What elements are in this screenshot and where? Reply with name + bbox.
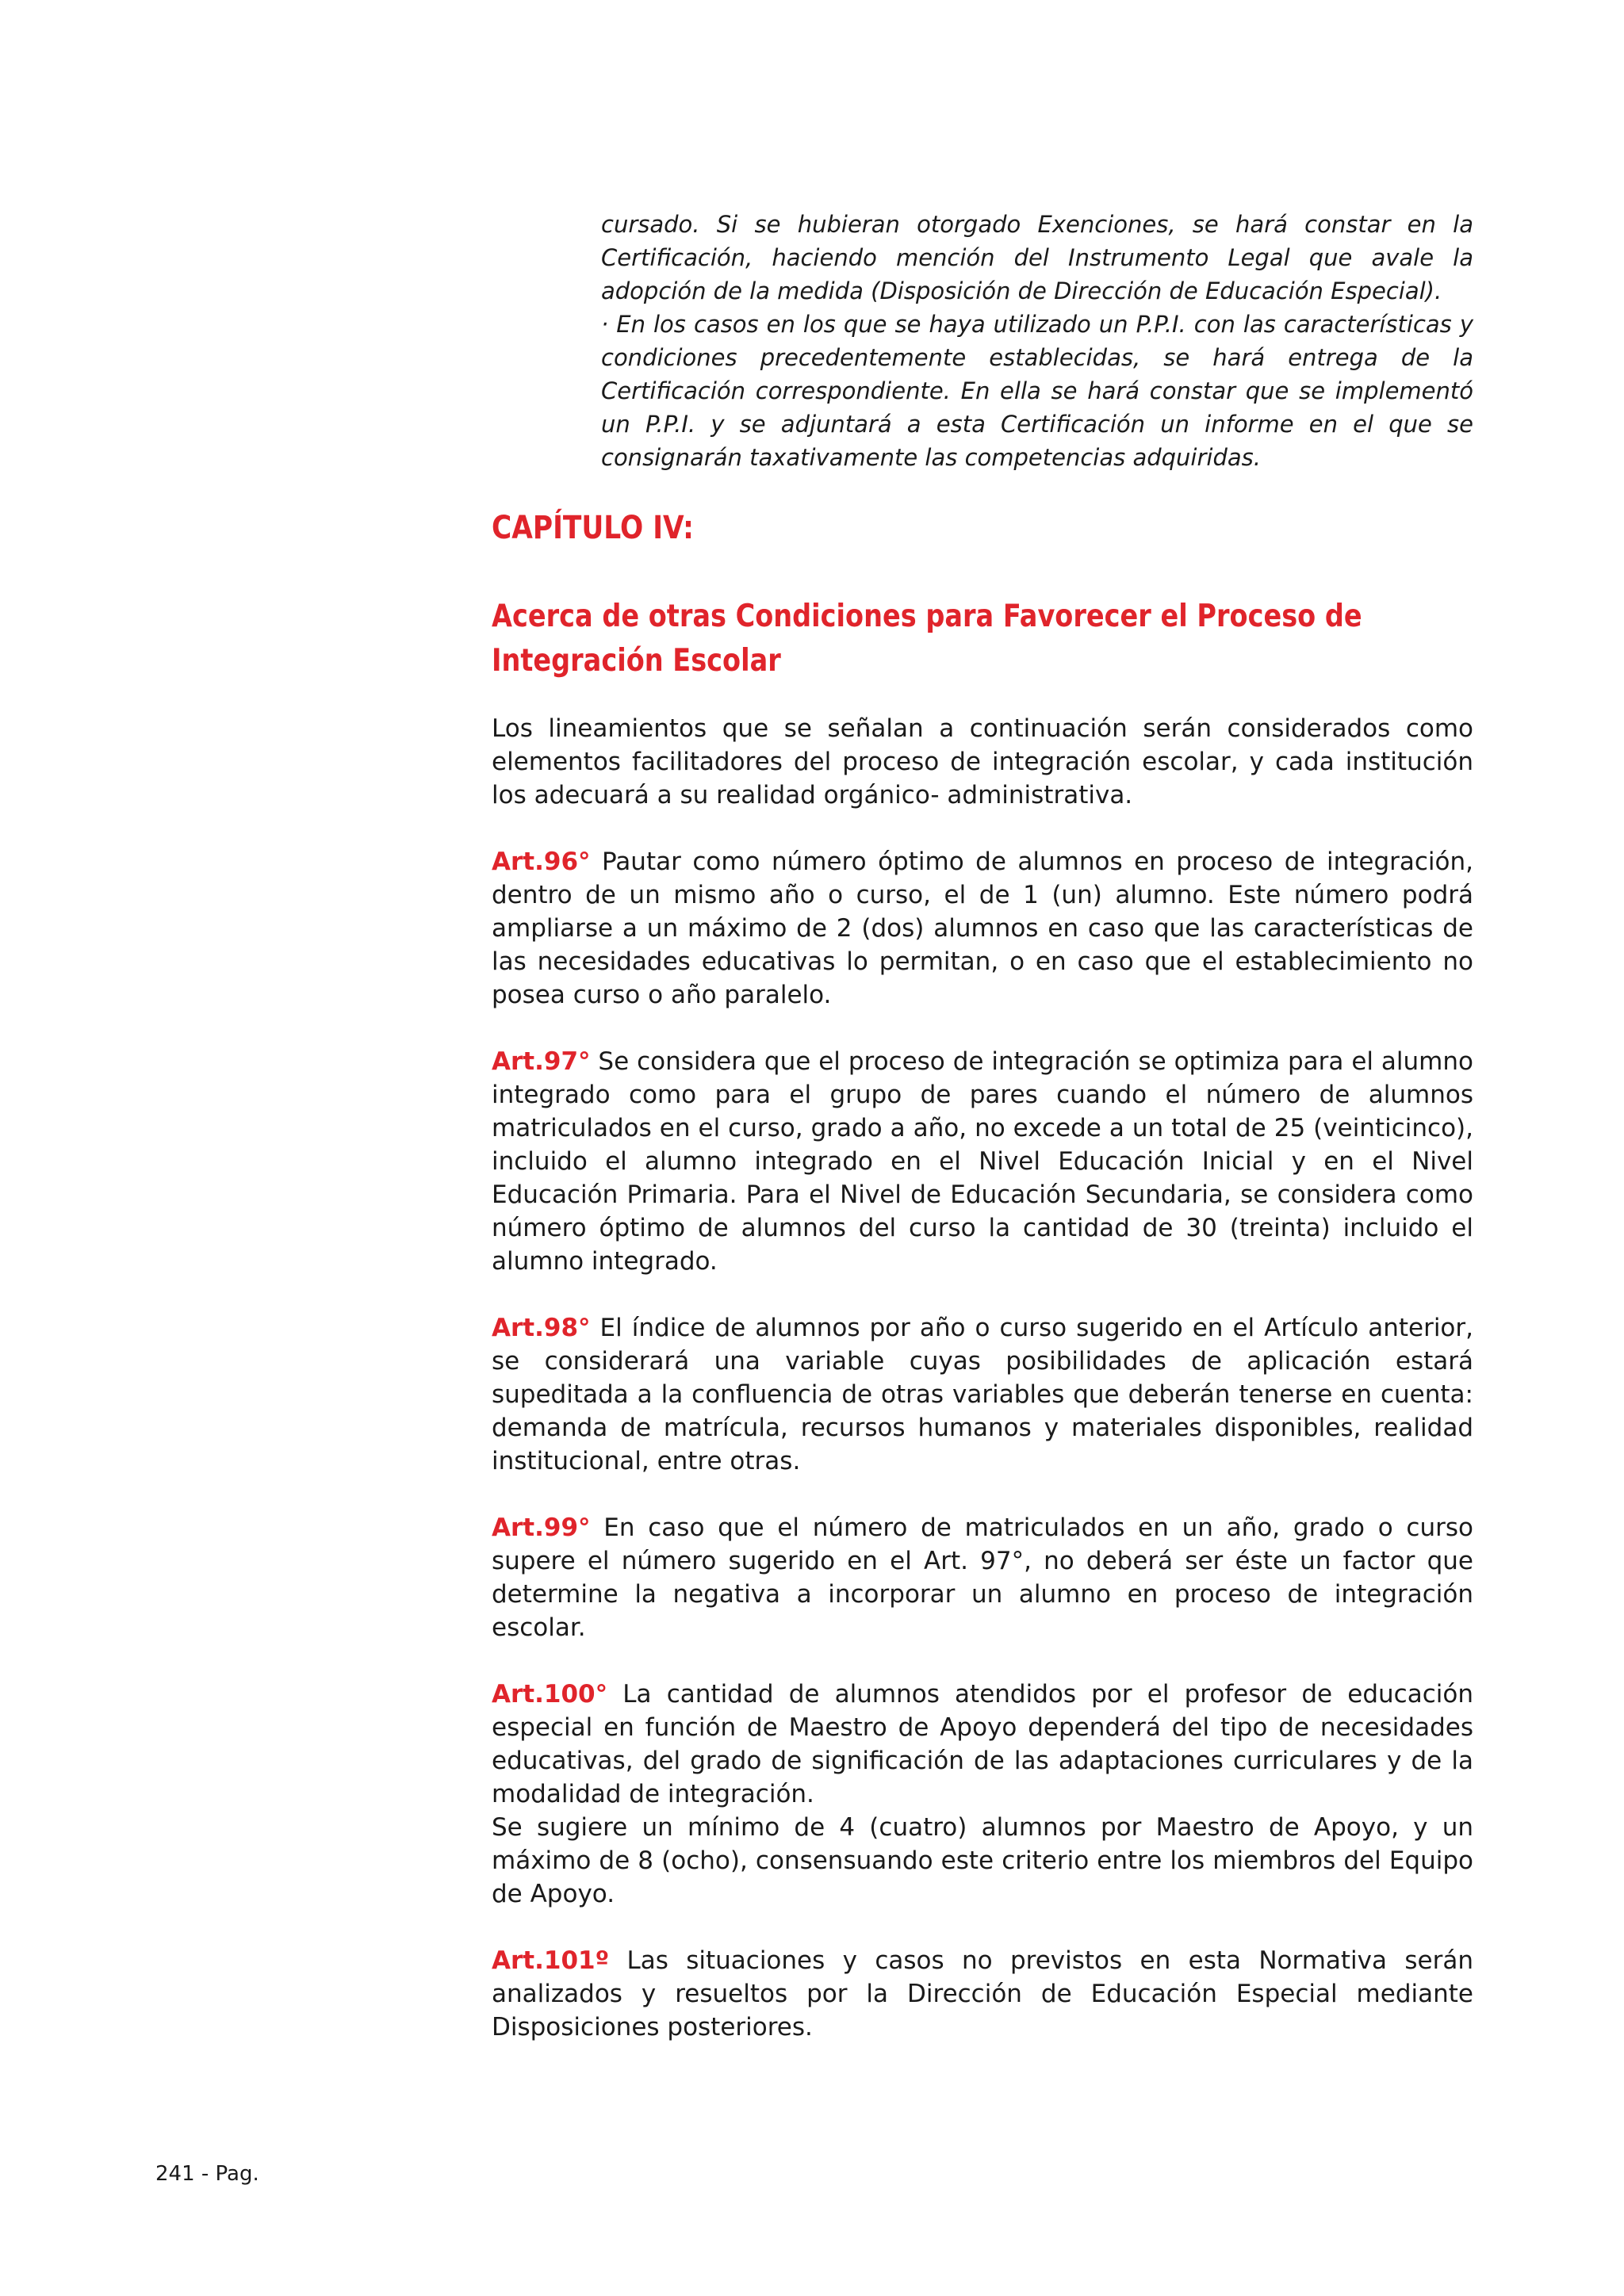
article-text: La cantidad de alumnos atendidos por el profesor de educación especial en función de Maestro de Apoyo dependerá del tipo de necesidades educativas, del grado de significación de las adaptaciones curriculares y de la modalidad de integración. bbox=[492, 1680, 1473, 1808]
continuation-paragraph: · En los casos en los que se haya utilizado un P.P.I. con las características y condiciones precedentemente establecidas, se hará entrega de la Certificación correspondiente. En ella se hará constar que se implementó un P.P.I. y se adjuntará a esta Certificación un informe en el que se consignarán taxativamente las competencias adquiridas. bbox=[601, 311, 1473, 471]
article-text: En caso que el número de matriculados en un año, grado o curso supere el número sugerido en el Art. 97°, no deberá ser éste un factor que determine la negativa a incorporar un alumno en proceso de integración escolar. bbox=[492, 1513, 1473, 1642]
continuation-paragraph: cursado. Si se hubieran otorgado Exenciones, se hará constar en la Certificación, haciendo mención del Instrumento Legal que avale la adopción de la medida (Disposición de Dirección de Educación Especial). bbox=[601, 211, 1473, 304]
chapter-title: CAPÍTULO IV: bbox=[492, 510, 694, 546]
article-97 bbox=[492, 1045, 1473, 1278]
page-number: 241 - Pag. bbox=[155, 2162, 259, 2186]
section-title: Acerca de otras Condiciones para Favorecer el Proceso de Integración Escolar bbox=[492, 599, 1362, 679]
article-98 bbox=[492, 1311, 1473, 1478]
article-101 bbox=[492, 1944, 1473, 2044]
intro-paragraph: Los lineamientos que se señalan a continuación serán considerados como elementos facilitadores del proceso de integración escolar, y cada institución los adecuará a su realidad orgánico- administrativa. bbox=[492, 714, 1473, 809]
article-label: Art.97° bbox=[492, 1047, 591, 1076]
article-label: Art.98° bbox=[492, 1314, 591, 1342]
continuation-block bbox=[601, 208, 1473, 474]
article-label: Art.101º bbox=[492, 1946, 610, 1975]
article-96 bbox=[492, 845, 1473, 1012]
article-text: Se considera que el proceso de integración se optimiza para el alumno integrado como para el grupo de pares cuando el número de alumnos matriculados en el curso, grado a año, no excede a un total de 25 (veinticinco), incluido el alumno integrado en el Nivel Educación Inicial y en el Nivel Educación Primaria. Para el Nivel de Educación Secundaria, se considera como número óptimo de alumnos del curso la cantidad de 30 (treinta) incluido el alumno integrado. bbox=[492, 1047, 1473, 1276]
body-text bbox=[492, 712, 1473, 2077]
article-label: Art.96° bbox=[492, 848, 591, 876]
article-text: El índice de alumnos por año o curso sugerido en el Artículo anterior, se considerará una variable cuyas posibilidades de aplicación estará supeditada a la confluencia de otras variables que deberán tenerse en cuenta: demanda de matrícula, recursos humanos y materiales disponibles, realidad institucional, entre otras. bbox=[492, 1314, 1473, 1475]
article-text-continued: Se sugiere un mínimo de 4 (cuatro) alumnos por Maestro de Apoyo, y un máximo de 8 (ocho), consensuando este criterio entre los miembros del Equipo de Apoyo. bbox=[492, 1813, 1473, 1908]
article-text: Pautar como número óptimo de alumnos en proceso de integración, dentro de un mismo año o curso, el de 1 (un) alumno. Este número podrá ampliarse a un máximo de 2 (dos) alumnos en caso que las características de las necesidades educativas lo permitan, o en caso que el establecimiento no posea curso o año paralelo. bbox=[492, 848, 1473, 1009]
article-label: Art.99° bbox=[492, 1513, 591, 1542]
article-100 bbox=[492, 1678, 1473, 1911]
article-label: Art.100° bbox=[492, 1680, 608, 1709]
article-text: Las situaciones y casos no previstos en esta Normativa serán analizados y resueltos por la Dirección de Educación Especial mediante Disposiciones posteriores. bbox=[492, 1946, 1473, 2042]
article-99 bbox=[492, 1511, 1473, 1644]
